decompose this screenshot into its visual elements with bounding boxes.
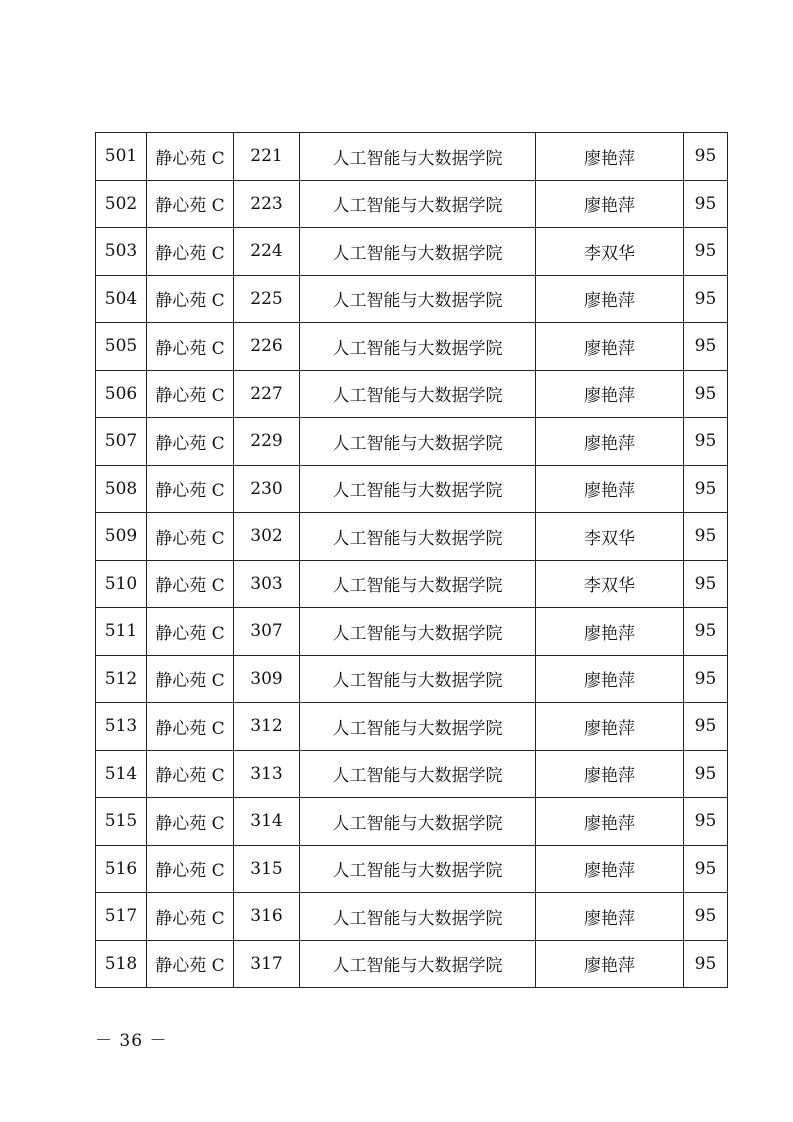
row-number-cell: 511 <box>96 608 147 656</box>
score-cell: 95 <box>684 180 728 228</box>
building-name-cell: 静心苑 C <box>147 323 234 371</box>
college-name-cell: 人工智能与大数据学院 <box>300 608 536 656</box>
building-name-cell: 静心苑 C <box>147 940 234 988</box>
score-cell: 95 <box>684 228 728 276</box>
room-number-cell: 315 <box>234 845 300 893</box>
responsible-person-cell: 廖艳萍 <box>536 940 684 988</box>
room-number-cell: 303 <box>234 560 300 608</box>
row-number-cell: 517 <box>96 893 147 941</box>
table-row <box>96 323 728 371</box>
college-name-cell: 人工智能与大数据学院 <box>300 228 536 276</box>
row-number-cell: 508 <box>96 465 147 513</box>
room-number-cell: 314 <box>234 798 300 846</box>
college-name-cell: 人工智能与大数据学院 <box>300 940 536 988</box>
college-name-cell: 人工智能与大数据学院 <box>300 655 536 703</box>
score-cell: 95 <box>684 893 728 941</box>
room-number-cell: 227 <box>234 370 300 418</box>
score-cell: 95 <box>684 845 728 893</box>
college-name-cell: 人工智能与大数据学院 <box>300 750 536 798</box>
college-name-cell: 人工智能与大数据学院 <box>300 133 536 181</box>
responsible-person-cell: 廖艳萍 <box>536 798 684 846</box>
table-row <box>96 655 728 703</box>
row-number-cell: 505 <box>96 323 147 371</box>
room-number-cell: 221 <box>234 133 300 181</box>
responsible-person-cell: 廖艳萍 <box>536 323 684 371</box>
responsible-person-cell: 廖艳萍 <box>536 418 684 466</box>
row-number-cell: 512 <box>96 655 147 703</box>
room-number-cell: 307 <box>234 608 300 656</box>
table-row <box>96 370 728 418</box>
page-number: － 36 － <box>95 1031 168 1051</box>
score-cell: 95 <box>684 370 728 418</box>
score-cell: 95 <box>684 323 728 371</box>
table-row <box>96 845 728 893</box>
score-cell: 95 <box>684 655 728 703</box>
score-cell: 95 <box>684 798 728 846</box>
score-cell: 95 <box>684 465 728 513</box>
dormitory-score-table <box>95 132 728 988</box>
room-number-cell: 225 <box>234 275 300 323</box>
room-number-cell: 313 <box>234 750 300 798</box>
table-row <box>96 798 728 846</box>
table-row <box>96 275 728 323</box>
score-cell: 95 <box>684 940 728 988</box>
row-number-cell: 504 <box>96 275 147 323</box>
building-name-cell: 静心苑 C <box>147 608 234 656</box>
row-number-cell: 501 <box>96 133 147 181</box>
responsible-person-cell: 廖艳萍 <box>536 133 684 181</box>
table-body <box>96 133 728 988</box>
row-number-cell: 516 <box>96 845 147 893</box>
table-row <box>96 750 728 798</box>
college-name-cell: 人工智能与大数据学院 <box>300 893 536 941</box>
college-name-cell: 人工智能与大数据学院 <box>300 560 536 608</box>
room-number-cell: 312 <box>234 703 300 751</box>
responsible-person-cell: 李双华 <box>536 228 684 276</box>
row-number-cell: 510 <box>96 560 147 608</box>
row-number-cell: 507 <box>96 418 147 466</box>
college-name-cell: 人工智能与大数据学院 <box>300 418 536 466</box>
score-cell: 95 <box>684 750 728 798</box>
table-row <box>96 560 728 608</box>
building-name-cell: 静心苑 C <box>147 513 234 561</box>
college-name-cell: 人工智能与大数据学院 <box>300 323 536 371</box>
building-name-cell: 静心苑 C <box>147 465 234 513</box>
row-number-cell: 513 <box>96 703 147 751</box>
responsible-person-cell: 廖艳萍 <box>536 655 684 703</box>
room-number-cell: 316 <box>234 893 300 941</box>
responsible-person-cell: 廖艳萍 <box>536 180 684 228</box>
responsible-person-cell: 廖艳萍 <box>536 703 684 751</box>
room-number-cell: 230 <box>234 465 300 513</box>
building-name-cell: 静心苑 C <box>147 560 234 608</box>
room-number-cell: 229 <box>234 418 300 466</box>
responsible-person-cell: 廖艳萍 <box>536 845 684 893</box>
room-number-cell: 226 <box>234 323 300 371</box>
building-name-cell: 静心苑 C <box>147 180 234 228</box>
table-row <box>96 465 728 513</box>
college-name-cell: 人工智能与大数据学院 <box>300 465 536 513</box>
building-name-cell: 静心苑 C <box>147 845 234 893</box>
table-row <box>96 893 728 941</box>
building-name-cell: 静心苑 C <box>147 370 234 418</box>
row-number-cell: 502 <box>96 180 147 228</box>
building-name-cell: 静心苑 C <box>147 133 234 181</box>
score-cell: 95 <box>684 513 728 561</box>
college-name-cell: 人工智能与大数据学院 <box>300 180 536 228</box>
responsible-person-cell: 李双华 <box>536 560 684 608</box>
responsible-person-cell: 廖艳萍 <box>536 275 684 323</box>
score-cell: 95 <box>684 608 728 656</box>
room-number-cell: 224 <box>234 228 300 276</box>
college-name-cell: 人工智能与大数据学院 <box>300 798 536 846</box>
score-cell: 95 <box>684 275 728 323</box>
room-number-cell: 223 <box>234 180 300 228</box>
room-number-cell: 317 <box>234 940 300 988</box>
row-number-cell: 515 <box>96 798 147 846</box>
college-name-cell: 人工智能与大数据学院 <box>300 703 536 751</box>
college-name-cell: 人工智能与大数据学院 <box>300 370 536 418</box>
responsible-person-cell: 廖艳萍 <box>536 893 684 941</box>
college-name-cell: 人工智能与大数据学院 <box>300 845 536 893</box>
table-row <box>96 418 728 466</box>
table-row <box>96 228 728 276</box>
building-name-cell: 静心苑 C <box>147 703 234 751</box>
score-cell: 95 <box>684 560 728 608</box>
table-row <box>96 703 728 751</box>
score-cell: 95 <box>684 703 728 751</box>
responsible-person-cell: 廖艳萍 <box>536 750 684 798</box>
college-name-cell: 人工智能与大数据学院 <box>300 513 536 561</box>
table-row <box>96 133 728 181</box>
table-row <box>96 940 728 988</box>
score-cell: 95 <box>684 133 728 181</box>
building-name-cell: 静心苑 C <box>147 655 234 703</box>
row-number-cell: 503 <box>96 228 147 276</box>
row-number-cell: 518 <box>96 940 147 988</box>
building-name-cell: 静心苑 C <box>147 418 234 466</box>
building-name-cell: 静心苑 C <box>147 750 234 798</box>
responsible-person-cell: 廖艳萍 <box>536 608 684 656</box>
building-name-cell: 静心苑 C <box>147 798 234 846</box>
row-number-cell: 514 <box>96 750 147 798</box>
room-number-cell: 302 <box>234 513 300 561</box>
building-name-cell: 静心苑 C <box>147 228 234 276</box>
building-name-cell: 静心苑 C <box>147 275 234 323</box>
responsible-person-cell: 李双华 <box>536 513 684 561</box>
table-row <box>96 513 728 561</box>
room-number-cell: 309 <box>234 655 300 703</box>
row-number-cell: 506 <box>96 370 147 418</box>
building-name-cell: 静心苑 C <box>147 893 234 941</box>
score-cell: 95 <box>684 418 728 466</box>
table-row <box>96 180 728 228</box>
college-name-cell: 人工智能与大数据学院 <box>300 275 536 323</box>
table-row <box>96 608 728 656</box>
responsible-person-cell: 廖艳萍 <box>536 370 684 418</box>
row-number-cell: 509 <box>96 513 147 561</box>
responsible-person-cell: 廖艳萍 <box>536 465 684 513</box>
